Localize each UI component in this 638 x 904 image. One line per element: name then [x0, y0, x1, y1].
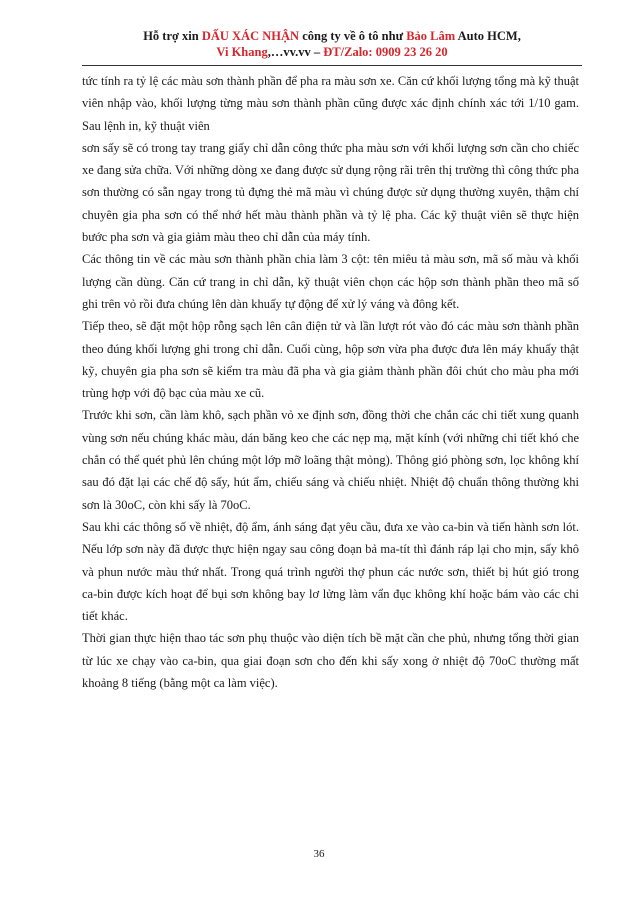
paragraph: tức tính ra tỷ lệ các màu sơn thành phần để pha ra màu sơn xe. Căn cứ khối lượng tổng mà kỹ thuật viên nhập vào, khối lượng từng màu sơn thành phần cũng được xác định chính xác tới 1/10 gam. Sau lệnh in, kỹ thuật viên [82, 74, 579, 133]
header-divider [82, 65, 582, 66]
header-line-1 [82, 28, 582, 44]
page-number: 36 [313, 848, 325, 860]
page-header [82, 28, 582, 60]
body-text [82, 70, 579, 694]
header-text: Auto HCM, [455, 29, 521, 43]
paragraph: sơn sấy sẽ có trong tay trang giấy chỉ dẫn công thức pha màu sơn với khối lượng sơn cần cho chiếc xe đang sửa chữa. Với những dòng xe đang được sử dụng rộng rãi trên thị trường thì công thức pha sơn thường có sẵn ngay trong tủ đựng thẻ mã màu vì chúng được sử dụng thường xuyên, thậm chí chuyên gia pha sơn có thể nhớ hết màu thành phần và tỷ lệ pha. Các kỹ thuật viên sẽ thực hiện bước pha sơn và gia giảm màu theo chỉ dẫn của máy tính. [82, 140, 579, 245]
header-highlight: Bảo Lâm [406, 29, 456, 43]
header-line-2 [82, 44, 582, 60]
header-text: công ty về ô tô như [299, 29, 407, 43]
paragraph: Các thông tin về các màu sơn thành phần chia làm 3 cột: tên miêu tả màu sơn, mã số màu và khối lượng cần dùng. Căn cứ trang in chỉ dẫn, kỹ thuật viên chọn các hộp sơn thành phần theo mã số ghi trên vỏ rồi đưa chúng lên dàn khuấy tự động để xử lý váng và đông kết. [82, 252, 579, 311]
paragraph: Thời gian thực hiện thao tác sơn phụ thuộc vào diện tích bề mặt cần che phủ, nhưng tổng thời gian từ lúc xe chạy vào ca-bin, qua giai đoạn sơn cho đến khi sấy xong ở nhiệt độ 70oC thường mất khoảng 8 tiếng (bằng một ca làm việc). [82, 631, 579, 691]
header-highlight: Vi Khang [216, 45, 268, 59]
header-highlight: DẤU XÁC NHẬN [201, 29, 300, 43]
header-phone: ĐT/Zalo: 0909 23 26 20 [323, 45, 448, 59]
paragraph: Sau khi các thông số về nhiệt, độ ẩm, ánh sáng đạt yêu cầu, đưa xe vào ca-bin và tiến hành sơn lót. Nếu lớp sơn này đã được thực hiện ngay sau công đoạn bả ma-tít thì đánh ráp lại cho mịn, sấy khô và phun nước màu thứ nhất. Trong quá trình người thợ phun các nước sơn, thiết bị hút gió trong ca-bin được kích hoạt để bụi sơn không bay lơ lửng làm vẩn đục không khí hoặc bám vào các chi tiết khác. [82, 519, 579, 624]
header-text: ,…vv.vv – [267, 45, 324, 59]
header-text: Hỗ trợ xin [143, 29, 202, 43]
paragraph: Trước khi sơn, cần làm khô, sạch phần vỏ xe định sơn, đồng thời che chắn các chi tiết xung quanh vùng sơn nếu chúng khác màu, dán băng keo che các nẹp mạ, mặt kính (với những chi tiết khó che chắn có thể quét phủ lên chúng một lớp mỡ loãng thật mỏng). Thông gió phòng sơn, lọc không khí sau đó đặt lại các chế độ sấy, hút ẩm, chiếu sáng và chiếu nhiệt. Nhiệt độ chuẩn thông thường khi sơn là 30oC, còn khi sấy là 70oC. [82, 408, 579, 512]
paragraph: Tiếp theo, sẽ đặt một hộp rỗng sạch lên cân điện tử và lần lượt rót vào đó các màu sơn thành phần theo đúng khối lượng ghi trong chỉ dẫn. Cuối cùng, hộp sơn vừa pha được đưa lên máy khuấy thật kỹ, chuyên gia pha sơn sẽ kiểm tra màu đã pha và gia giảm thành phần đôi chút cho màu pha mới trùng hợp với độ bạc của màu xe cũ. [82, 319, 579, 401]
